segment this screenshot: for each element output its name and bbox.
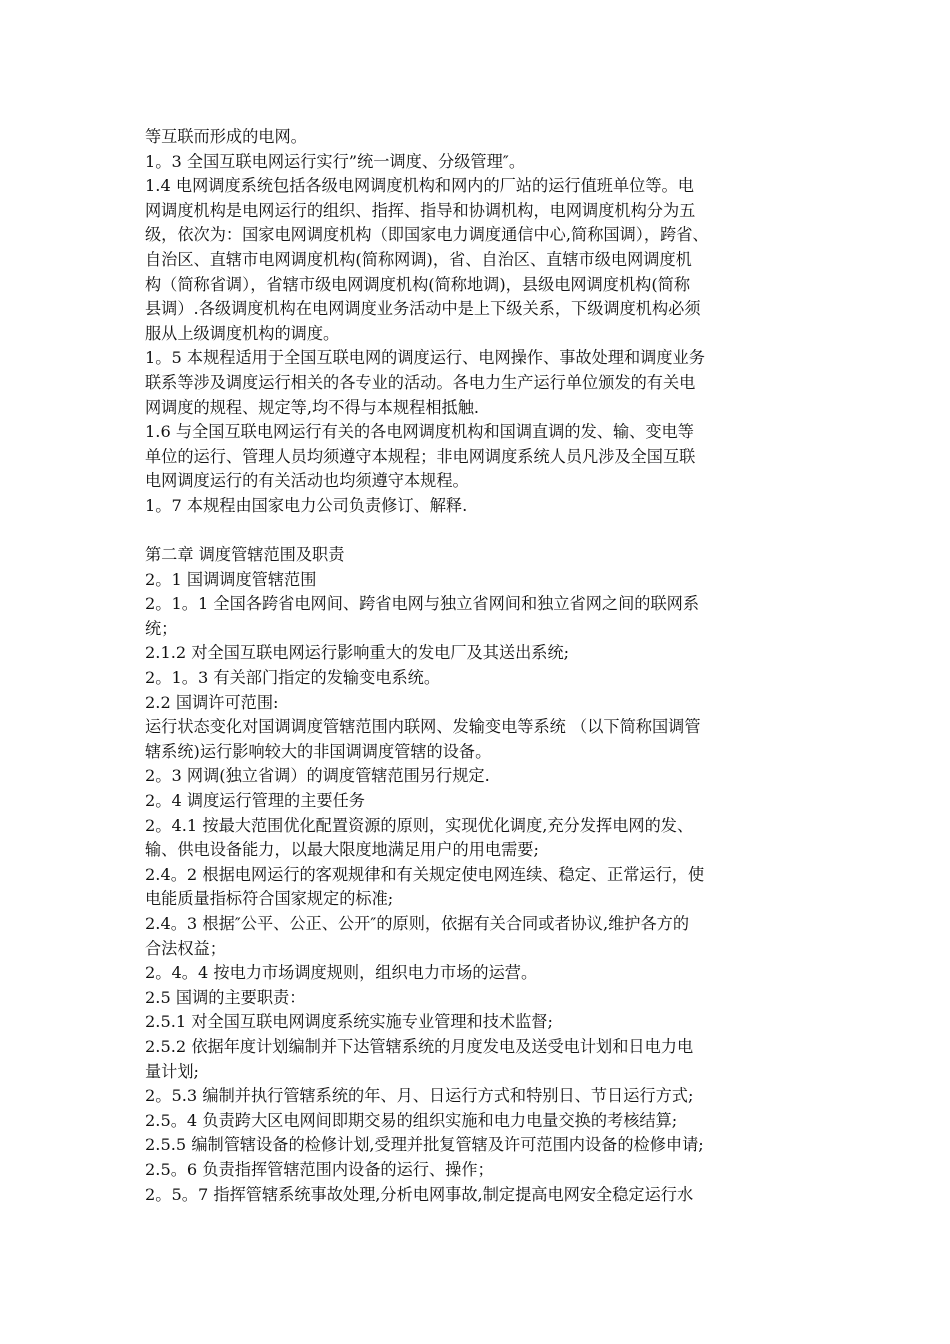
text-line: 网调度机构是电网运行的组织、指挥、指导和协调机构，电网调度机构分为五	[145, 200, 696, 220]
text-line: 服从上级调度机构的调度。	[145, 323, 340, 343]
text-line: 统；	[145, 618, 178, 638]
blank-line	[145, 519, 810, 544]
text-line: 1。3 全国互联电网运行实行”统一调度、分级管理″。	[145, 151, 526, 171]
text-line: 2。5.3 编制并执行管辖系统的年、月、日运行方式和特别日、节日运行方式;	[145, 1086, 694, 1106]
text-line: 2.5。4 负责跨大区电网间即期交易的组织实施和电力电量交换的考核结算;	[145, 1110, 678, 1130]
text-line: 2.5.2 依据年度计划编制并下达管辖系统的月度发电及送受电计划和日电力电	[145, 1036, 694, 1056]
text-line: 2。1 国调调度管辖范围	[145, 569, 317, 589]
text-line: 合法权益；	[145, 938, 226, 958]
text-line: 2.4。3 根据″公平、公正、公开″的原则，依据有关合同或者协议,维护各方的	[145, 914, 690, 933]
text-line: 网调度的规程、规定等,均不得与本规程相抵触.	[145, 397, 480, 417]
text-line: 电网调度运行的有关活动也均须遵守本规程。	[145, 471, 469, 491]
text-line: 1.4 电网调度系统包括各级电网调度机构和网内的厂站的运行值班单位等。电	[145, 176, 694, 196]
text-line: 单位的运行、管理人员均须遵守本规程；非电网调度系统人员凡涉及全国互联	[145, 446, 696, 466]
text-line: 电能质量指标符合国家规定的标准;	[145, 889, 394, 909]
text-line: 2.5.5 编制管辖设备的检修计划,受理并批复管辖及许可范围内设备的检修申请;	[145, 1135, 704, 1155]
text-line: 2。1。1 全国各跨省电网间、跨省电网与独立省网间和独立省网之间的联网系	[145, 594, 700, 614]
document-body	[145, 125, 810, 1207]
text-line: 2.5 国调的主要职责：	[145, 987, 306, 1007]
text-line: 运行状态变化对国调调度管辖范围内联网、发输变电等系统 （以下简称国调管	[145, 717, 701, 737]
text-line: 级，依次为：国家电网调度机构（即国家电力调度通信中心,简称国调），跨省、	[145, 225, 709, 245]
text-line: 自治区、直辖市电网调度机构(简称网调)，省、自治区、直辖市级电网调度机	[145, 249, 692, 269]
text-line: 2.5。6 负责指挥管辖范围内设备的运行、操作；	[145, 1159, 494, 1179]
text-line: 2。4.1 按最大范围优化配置资源的原则，实现优化调度,充分发挥电网的发、	[145, 815, 694, 835]
text-line: 2.5.1 对全国互联电网调度系统实施专业管理和技术监督;	[145, 1012, 553, 1032]
text-line: 2。4 调度运行管理的主要任务	[145, 791, 365, 811]
text-line: 等互联而形成的电网。	[145, 127, 307, 146]
text-line: 输、供电设备能力，以最大限度地满足用户的用电需要;	[145, 840, 539, 860]
text-line: 构（简称省调），省辖市级电网调度机构(简称地调)，县级电网调度机构(简称	[145, 274, 691, 294]
text-line: 2。4。4 按电力市场调度规则，组织电力市场的运营。	[145, 963, 538, 983]
text-line: 量计划;	[145, 1061, 200, 1081]
text-line: 1.6 与全国互联电网运行有关的各电网调度机构和国调直调的发、输、变电等	[145, 422, 694, 442]
text-line: 2。5。7 指挥管辖系统事故处理,分析电网事故,制定提高电网安全稳定运行水	[145, 1184, 694, 1204]
chapter-heading: 第二章 调度管辖范围及职责	[145, 545, 345, 565]
text-line: 2.4。2 根据电网运行的客观规律和有关规定使电网连续、稳定、正常运行，使	[145, 864, 705, 884]
text-line: 2.1.2 对全国互联电网运行影响重大的发电厂及其送出系统;	[145, 643, 570, 663]
text-line: 2.2 国调许可范围:	[145, 692, 279, 712]
text-line: 2。1。3 有关部门指定的发输变电系统。	[145, 668, 441, 688]
text-line: 2。3 网调(独立省调）的调度管辖范围另行规定.	[145, 766, 490, 786]
text-line: 1。5 本规程适用于全国互联电网的调度运行、电网操作、事故处理和调度业务	[145, 348, 705, 368]
text-line: 辖系统)运行影响较大的非国调调度管辖的设备。	[145, 741, 492, 761]
text-line: 联系等涉及调度运行相关的各专业的活动。各电力生产运行单位颁发的有关电	[145, 372, 696, 392]
text-line: 1。7 本规程由国家电力公司负责修订、解释.	[145, 495, 468, 515]
text-line: 县调）.各级调度机构在电网调度业务活动中是上下级关系，下级调度机构必须	[145, 299, 701, 319]
